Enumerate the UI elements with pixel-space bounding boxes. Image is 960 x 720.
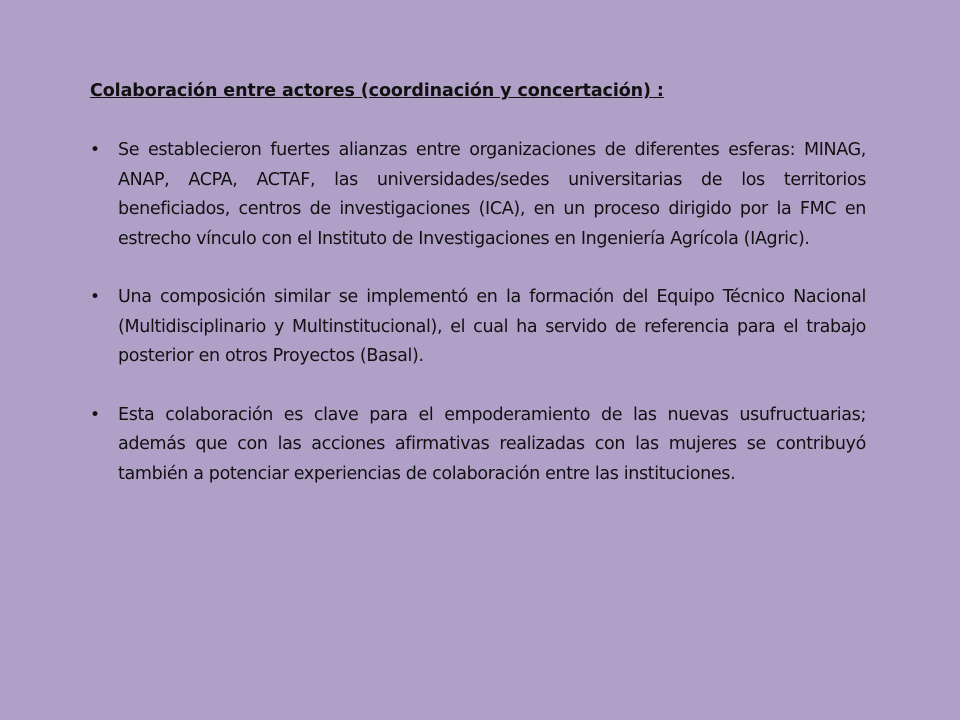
bullet-item-empowerment bbox=[90, 401, 866, 490]
bullet-list bbox=[90, 136, 866, 518]
bullet-text: Una composición similar se implementó en la formación del Equipo Técnico Nacional (Multidisciplinario y Multinstitucional), el cual ha servido de referencia para el trabajo posterior en otros Proyectos (Basal). bbox=[118, 287, 866, 366]
bullet-text: Se establecieron fuertes alianzas entre organizaciones de diferentes esferas: MINAG, ANAP, ACPA, ACTAF, las universidades/sedes universitarias de los territorios beneficiados, centros de investigaciones (ICA), en un proceso dirigido por la FMC en estrecho vínculo con el Instituto de Investigaciones en Ingeniería Agrícola (IAgric). bbox=[118, 140, 866, 249]
slide-title: Colaboración entre actores (coordinación y concertación) : bbox=[90, 81, 664, 101]
bullet-icon: • bbox=[90, 287, 100, 307]
bullet-item-alliances bbox=[90, 136, 866, 254]
bullet-text: Esta colaboración es clave para el empoderamiento de las nuevas usufructuarias; además que con las acciones afirmativas realizadas con las mujeres se contribuyó también a potenciar experiencias de colaboración entre las instituciones. bbox=[118, 404, 866, 484]
bullet-icon: • bbox=[90, 404, 100, 425]
bullet-item-technical-team bbox=[90, 283, 866, 372]
bullet-icon: • bbox=[90, 140, 100, 160]
